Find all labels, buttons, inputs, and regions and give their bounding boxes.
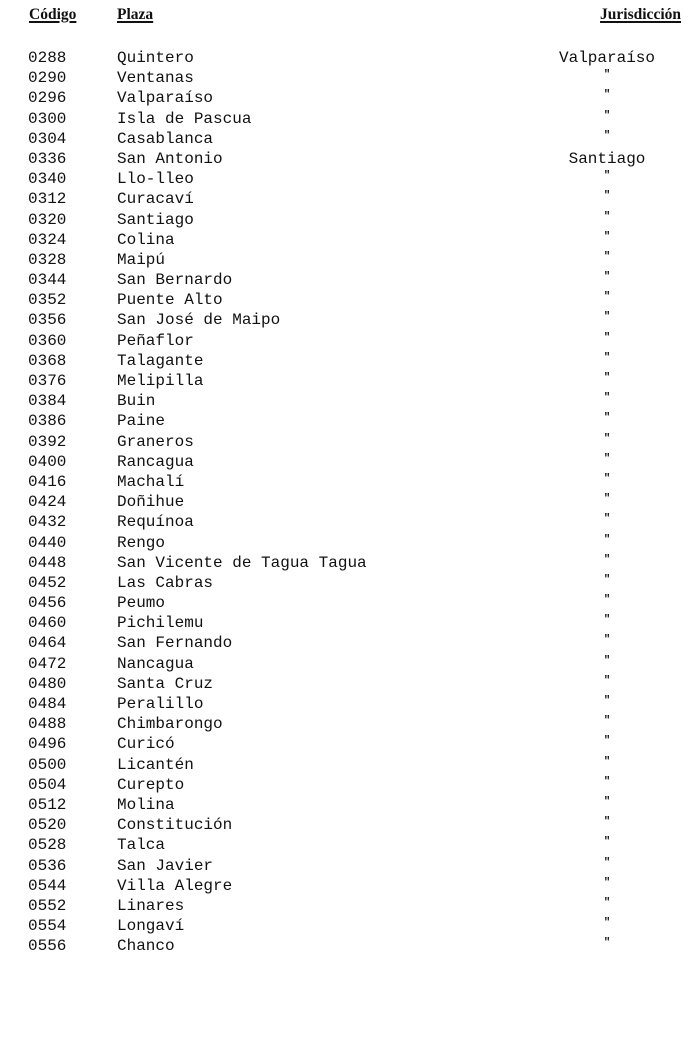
table-row [0, 351, 700, 371]
row-plaza: Maipú [117, 250, 166, 269]
row-code: 0416 [28, 472, 67, 491]
row-code: 0554 [28, 917, 67, 936]
row-jurisdiccion: " [603, 654, 611, 667]
row-plaza: Molina [117, 795, 175, 814]
table-row [0, 734, 700, 754]
row-code: 0386 [28, 412, 67, 431]
row-plaza: Machalí [117, 472, 185, 491]
row-jurisdiccion: " [603, 89, 611, 102]
row-plaza: Buin [117, 392, 156, 411]
row-jurisdiccion: " [603, 816, 611, 829]
row-plaza: Curicó [117, 735, 175, 754]
row-plaza: San José de Maipo [117, 311, 281, 330]
row-plaza: Quintero [117, 49, 194, 67]
row-jurisdiccion: " [603, 775, 611, 788]
row-code: 0304 [28, 129, 67, 148]
table-row [0, 109, 700, 129]
table-row [0, 795, 700, 815]
row-code: 0296 [28, 89, 67, 108]
row-code: 0392 [28, 432, 67, 451]
row-plaza: Valparaíso [117, 89, 214, 108]
row-code: 0368 [28, 351, 67, 370]
table-row [0, 916, 700, 936]
row-jurisdiccion: " [603, 129, 611, 142]
row-plaza: Santiago [117, 210, 194, 229]
row-plaza: Chanco [117, 937, 175, 956]
row-jurisdiccion: " [603, 715, 611, 728]
row-code: 0544 [28, 876, 67, 895]
row-plaza: Talca [117, 836, 166, 855]
row-plaza: Linares [117, 896, 185, 915]
row-code: 0552 [28, 896, 67, 915]
row-jurisdiccion: " [603, 452, 611, 465]
row-jurisdiccion: " [603, 432, 611, 445]
row-jurisdiccion: " [603, 513, 611, 526]
row-jurisdiccion: " [603, 553, 611, 566]
row-jurisdiccion: " [603, 69, 611, 82]
row-jurisdiccion: " [603, 109, 611, 122]
row-plaza: Peumo [117, 594, 166, 613]
row-code: 0424 [28, 493, 67, 512]
row-jurisdiccion: " [603, 250, 611, 263]
table-row [0, 936, 700, 956]
row-code: 0360 [28, 331, 67, 350]
row-code: 0496 [28, 735, 67, 754]
table-header [0, 6, 700, 30]
row-plaza: Peñaflor [117, 331, 194, 350]
table-row [0, 452, 700, 472]
row-jurisdiccion: " [603, 856, 611, 869]
row-plaza: Paine [117, 412, 166, 431]
row-code: 0520 [28, 816, 67, 835]
row-code: 0340 [28, 170, 67, 189]
header-plaza: Plaza [117, 6, 154, 23]
table-row [0, 835, 700, 855]
row-jurisdiccion: " [603, 795, 611, 808]
table-row [0, 210, 700, 230]
table-row [0, 815, 700, 835]
table-row [0, 512, 700, 532]
table-row [0, 856, 700, 876]
row-code: 0328 [28, 250, 67, 269]
row-code: 0512 [28, 795, 67, 814]
row-jurisdiccion: " [603, 634, 611, 647]
row-plaza: Isla de Pascua [117, 109, 252, 128]
table-row [0, 714, 700, 734]
row-jurisdiccion: " [603, 472, 611, 485]
row-jurisdiccion: " [603, 392, 611, 405]
row-plaza: San Fernando [117, 634, 233, 653]
row-plaza: San Bernardo [117, 271, 233, 290]
row-jurisdiccion: " [603, 594, 611, 607]
row-jurisdiccion: " [603, 896, 611, 909]
table-row [0, 755, 700, 775]
row-plaza: San Vicente de Tagua Tagua [117, 553, 367, 572]
row-code: 0528 [28, 836, 67, 855]
row-jurisdiccion: Valparaíso [558, 49, 656, 67]
table-row [0, 290, 700, 310]
row-code: 0344 [28, 271, 67, 290]
row-code: 0324 [28, 230, 67, 249]
row-code: 0384 [28, 392, 67, 411]
table-row [0, 896, 700, 916]
row-code: 0448 [28, 553, 67, 572]
table-row [0, 48, 700, 68]
table-row [0, 654, 700, 674]
row-code: 0432 [28, 513, 67, 532]
row-plaza: Nancagua [117, 654, 194, 673]
row-plaza: Graneros [117, 432, 194, 451]
row-code: 0356 [28, 311, 67, 330]
row-jurisdiccion: " [603, 695, 611, 707]
table-row [0, 149, 700, 169]
row-plaza: Ventanas [117, 69, 194, 88]
row-code: 0488 [28, 715, 67, 734]
table-body [0, 48, 700, 956]
table-row [0, 88, 700, 108]
table-row [0, 250, 700, 270]
row-jurisdiccion: " [603, 533, 611, 546]
row-plaza: Llo-lleo [117, 170, 194, 189]
table-row [0, 573, 700, 593]
table-row [0, 230, 700, 250]
table-row [0, 674, 700, 694]
row-code: 0484 [28, 695, 67, 713]
row-plaza: Constitución [117, 816, 233, 835]
row-jurisdiccion: " [603, 351, 611, 364]
row-code: 0400 [28, 452, 67, 471]
row-code: 0320 [28, 210, 67, 229]
row-jurisdiccion: " [603, 755, 611, 768]
table-row [0, 775, 700, 795]
row-jurisdiccion: " [603, 372, 611, 384]
row-plaza: Doñihue [117, 493, 185, 512]
row-jurisdiccion: " [603, 493, 611, 506]
row-code: 0288 [28, 49, 67, 67]
table-row [0, 492, 700, 512]
row-jurisdiccion: " [603, 412, 611, 425]
table-row [0, 169, 700, 189]
row-code: 0456 [28, 594, 67, 613]
row-plaza: Santa Cruz [117, 674, 214, 693]
row-plaza: Puente Alto [117, 291, 223, 310]
row-jurisdiccion: " [603, 190, 611, 203]
row-code: 0312 [28, 190, 67, 209]
table-row [0, 391, 700, 411]
row-jurisdiccion: " [603, 271, 611, 284]
row-code: 0460 [28, 614, 67, 633]
table-row [0, 633, 700, 653]
table-row [0, 432, 700, 452]
header-codigo: Código [29, 6, 77, 23]
row-jurisdiccion: " [603, 170, 611, 183]
row-code: 0472 [28, 654, 67, 673]
row-plaza: Rancagua [117, 452, 194, 471]
row-plaza: Chimbarongo [117, 715, 223, 734]
table-row [0, 472, 700, 492]
row-jurisdiccion: " [603, 876, 611, 889]
row-jurisdiccion: " [603, 735, 611, 748]
row-code: 0464 [28, 634, 67, 653]
row-code: 0504 [28, 775, 67, 794]
header-jurisdiccion: Jurisdicción [600, 6, 681, 23]
row-code: 0536 [28, 856, 67, 875]
row-plaza: Villa Alegre [117, 876, 233, 895]
row-plaza: Talagante [117, 351, 204, 370]
table-row [0, 411, 700, 431]
table-row [0, 694, 700, 714]
row-jurisdiccion: " [603, 311, 611, 324]
table-row [0, 876, 700, 896]
table-row [0, 331, 700, 351]
row-plaza: Rengo [117, 533, 166, 552]
row-jurisdiccion: " [603, 291, 611, 304]
row-plaza: Peralillo [117, 695, 204, 713]
row-jurisdiccion: Santiago [568, 149, 646, 168]
row-jurisdiccion: " [603, 937, 611, 950]
row-code: 0452 [28, 573, 67, 592]
table-row [0, 553, 700, 573]
row-plaza: Licantén [117, 755, 194, 774]
row-plaza: Las Cabras [117, 573, 214, 592]
row-jurisdiccion: " [603, 573, 611, 586]
row-code: 0352 [28, 291, 67, 310]
row-plaza: Longaví [117, 917, 185, 936]
row-jurisdiccion: " [603, 674, 611, 687]
row-plaza: San Antonio [117, 149, 223, 168]
row-jurisdiccion: " [603, 614, 611, 627]
row-code: 0290 [28, 69, 67, 88]
table-row [0, 371, 700, 391]
row-plaza: Melipilla [117, 372, 204, 390]
row-plaza: Requínoa [117, 513, 194, 532]
row-code: 0500 [28, 755, 67, 774]
row-code: 0440 [28, 533, 67, 552]
row-code: 0376 [28, 372, 67, 390]
row-plaza: Pichilemu [117, 614, 204, 633]
row-jurisdiccion: " [603, 230, 611, 243]
table-row [0, 129, 700, 149]
row-jurisdiccion: " [603, 210, 611, 223]
table-row [0, 189, 700, 209]
row-code: 0556 [28, 937, 67, 956]
row-code: 0336 [28, 149, 67, 168]
table-row [0, 613, 700, 633]
table-row [0, 310, 700, 330]
row-plaza: Curepto [117, 775, 185, 794]
table-row [0, 593, 700, 613]
row-plaza: Curacaví [117, 190, 194, 209]
table-row [0, 68, 700, 88]
row-code: 0300 [28, 109, 67, 128]
row-jurisdiccion: " [603, 331, 611, 344]
row-plaza: Colina [117, 230, 175, 249]
row-jurisdiccion: " [603, 836, 611, 849]
row-plaza: San Javier [117, 856, 214, 875]
row-jurisdiccion: " [603, 917, 611, 930]
row-code: 0480 [28, 674, 67, 693]
row-plaza: Casablanca [117, 129, 214, 148]
table-row [0, 533, 700, 553]
table-row [0, 270, 700, 290]
